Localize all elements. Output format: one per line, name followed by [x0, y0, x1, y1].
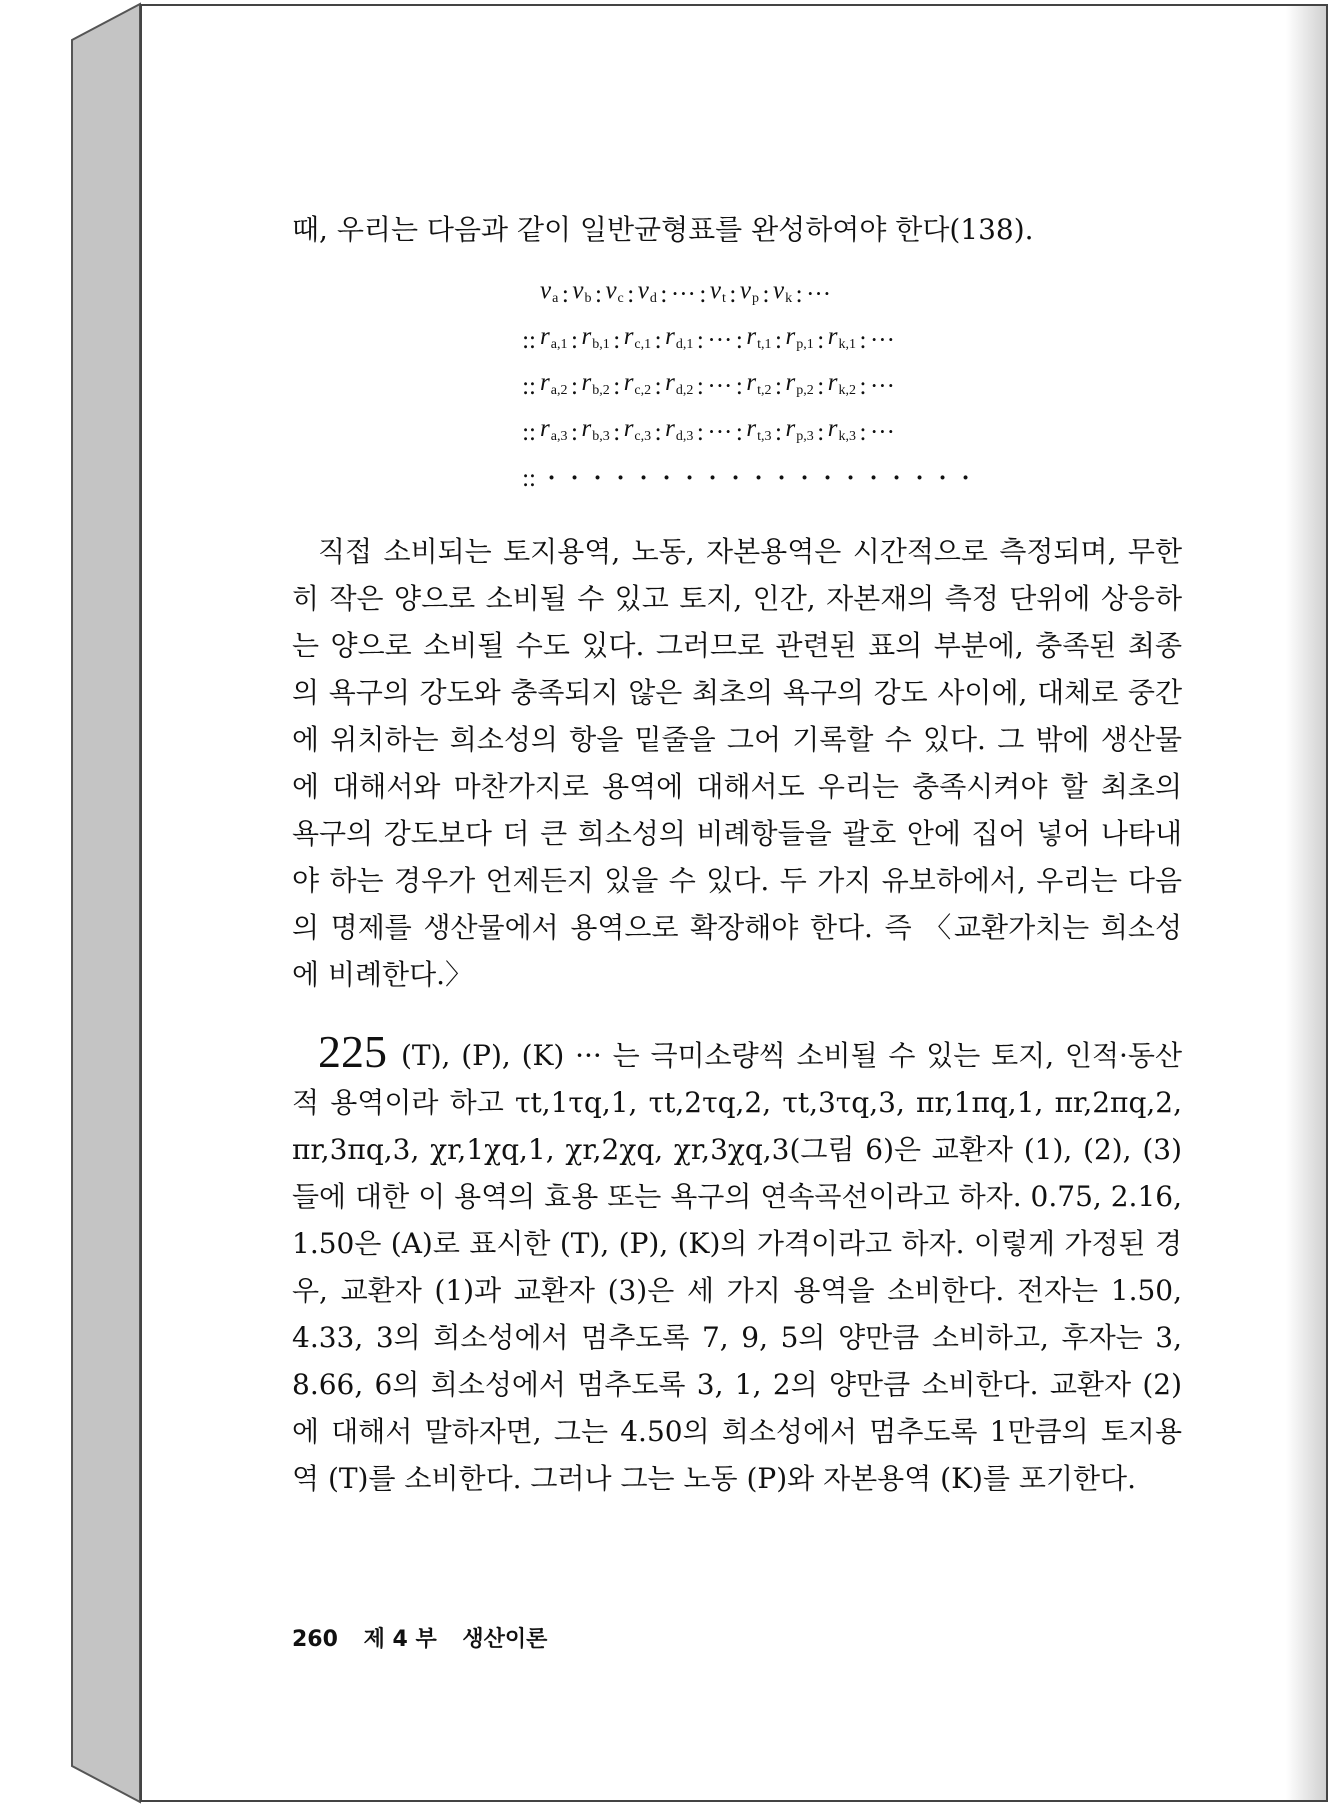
ratio-colon: : — [775, 373, 782, 400]
ratio-colon: : — [627, 281, 635, 308]
page-edge-shadow — [1286, 6, 1326, 1800]
section-number: 225 — [318, 1026, 387, 1077]
row-prefix: :: — [522, 373, 536, 400]
matrix-cell: $r_{d,1}$ — [665, 323, 694, 352]
ratio-colon: : — [762, 281, 770, 308]
ratio-colon: : — [775, 327, 782, 354]
ratio-colon: : — [570, 327, 578, 354]
matrix-cell: $r_{b,3}$ — [581, 415, 610, 444]
ratio-colon: : — [817, 327, 825, 354]
matrix-cell: $r_{k,2}$ — [827, 369, 856, 398]
matrix-cell: $r_{p,1}$ — [785, 323, 814, 352]
ratio-colon: : — [735, 419, 743, 446]
ratio-colon: : — [613, 419, 621, 446]
matrix-row — [492, 410, 1182, 456]
ratio-colon: : — [735, 327, 743, 354]
matrix-cell: ··· — [707, 373, 733, 400]
ratio-colon: : — [570, 373, 578, 400]
matrix-cell: ··· — [670, 281, 696, 308]
matrix-cell: $r_{a,2}$ — [540, 369, 568, 398]
matrix-cell: $r_{p,3}$ — [785, 415, 814, 444]
matrix-cell: $r_{t,3}$ — [746, 415, 772, 444]
ratio-colon: : — [613, 327, 621, 354]
matrix-cell: $r_{b,1}$ — [581, 323, 610, 352]
matrix-cell: $r_{c,1}$ — [623, 323, 652, 352]
ratio-colon: : — [696, 419, 704, 446]
intro-line: 때, 우리는 다음과 같이 일반균형표를 완성하여야 한다(138). — [292, 213, 1034, 246]
matrix-cell: $r_{c,2}$ — [623, 369, 652, 398]
ratio-colon: : — [859, 373, 867, 400]
section-225 — [292, 1028, 1182, 1502]
ratio-colon: : — [775, 419, 782, 446]
part-title: 생산이론 — [462, 1627, 548, 1652]
ratio-colon: : — [795, 281, 803, 308]
matrix-cell: $v_k$ — [772, 277, 793, 306]
ratio-colon: : — [654, 373, 662, 400]
ratio-colon: : — [817, 419, 825, 446]
ratio-colon: : — [660, 281, 668, 308]
matrix-cell: ··· — [869, 327, 895, 354]
matrix-cell: $r_{t,2}$ — [746, 369, 772, 398]
matrix-cell: $r_{k,1}$ — [827, 323, 856, 352]
ratio-colon: : — [699, 281, 707, 308]
matrix-cell: $r_{b,2}$ — [581, 369, 610, 398]
matrix-cell: $v_b$ — [572, 277, 592, 306]
paragraph-body: 직접 소비되는 토지용역, 노동, 자본용역은 시간적으로 측정되며, 무한히 작은 양으로 소비될 수 있고 토지, 인간, 자본재의 측정 단위에 상응하는 양으로 소비될 수도 있다. 그러므로 관련된 표의 부분에, 충족된 최종의 욕구의 강도와 충족되지 않은 최초의 욕구의 강도 사이에, 대체로 중간에 위치하는 희소성의 항을 밑줄을 그어 기록할 수 있다. 그 밖에 생산물에 대해서와 마찬가지로 용역에 대해서도 우리는 충족시켜야 할 최초의 욕구의 강도보다 더 큰 희소성의 비례항들을 괄호 안에 집어 넣어 나타내야 하는 경우가 언제든지 있을 수 있다. 두 가지 유보하에서, 우리는 다음의 명제를 생산물에서 용역으로 확장해야 한다. 즉 〈교환가치는 희소성에 비례한다.〉 — [292, 535, 1182, 991]
matrix-cell: ··· — [707, 327, 733, 354]
ratio-colon: : — [729, 281, 737, 308]
matrix-cell: $v_t$ — [709, 277, 726, 306]
ratio-colon: : — [561, 281, 569, 308]
row-prefix: :: — [522, 419, 536, 446]
ratio-colon: : — [859, 327, 867, 354]
page-number: 260 — [292, 1627, 338, 1652]
matrix-cell: $r_{a,3}$ — [540, 415, 568, 444]
matrix-row-continuation: :: · · · · · · · · · · · · · · · · · · · — [522, 465, 970, 492]
matrix-cell: $r_{t,1}$ — [746, 323, 772, 352]
matrix-cell: $r_{k,3}$ — [827, 415, 856, 444]
matrix-cell: $v_c$ — [605, 277, 624, 306]
matrix-cell: $v_d$ — [637, 277, 657, 306]
page-content — [292, 208, 1182, 1502]
matrix-row — [492, 364, 1182, 410]
section-text: (T), (P), (K) ··· 는 극미소량씩 소비될 수 있는 토지, 인적·동산적 용역이라 하고 τt,1τq,1, τt,2τq,2, τt,3τq,3, πr,1πq,1, πr,2πq,2, πr,3πq,3, χr,1χq,1, χr,2χq, χr,3χq,3(그림 6)은 교환자 (1), (2), (3)들에 대한 이 용역의 효용 또는 욕구의 연속곡선이라고 하자. 0.75, 2.16, 1.50은 (A)로 표시한 (T), (P), (K)의 가격이라고 하자. 이렇게 가정된 경우, 교환자 (1)과 교환자 (3)은 세 가지 용역을 소비한다. 전자는 1.50, 4.33, 3의 희소성에서 멈추도록 7, 9, 5의 양만큼 소비하고, 후자는 3, 8.66, 6의 희소성에서 멈추도록 3, 1, 2의 양만큼 소비한다. 교환자 (2)에 대해서 말하자면, 그는 4.50의 희소성에서 멈추도록 1만큼의 토지용역 (T)를 소비한다. 그러나 그는 노동 (P)와 자본용역 (K)를 포기한다. — [292, 1039, 1182, 1495]
ratio-colon: : — [696, 373, 704, 400]
part-label: 제 4 부 — [363, 1627, 437, 1652]
general-equilibrium-table — [492, 272, 1182, 502]
row-prefix: :: — [522, 327, 536, 354]
matrix-cell: $r_{a,1}$ — [540, 323, 568, 352]
matrix-cell: ··· — [806, 281, 832, 308]
matrix-cell: $r_{p,2}$ — [785, 369, 814, 398]
matrix-cell: $r_{c,3}$ — [623, 415, 652, 444]
matrix-row — [492, 272, 1182, 318]
ratio-colon: : — [613, 373, 621, 400]
ratio-colon: : — [817, 373, 825, 400]
matrix-cell: $r_{d,2}$ — [665, 369, 694, 398]
ratio-colon: : — [696, 327, 704, 354]
ratio-colon: : — [859, 419, 867, 446]
matrix-cell: ··· — [869, 373, 895, 400]
ratio-colon: : — [735, 373, 743, 400]
page-footer — [292, 1622, 565, 1653]
ratio-colon: : — [570, 419, 578, 446]
matrix-cell: ··· — [869, 419, 895, 446]
ratio-colon: : — [654, 419, 662, 446]
ratio-colon: : — [594, 281, 602, 308]
matrix-cell: ··· — [707, 419, 733, 446]
matrix-cell: $r_{d,3}$ — [665, 415, 694, 444]
ratio-colon: : — [654, 327, 662, 354]
matrix-row — [492, 318, 1182, 364]
matrix-cell: $v_p$ — [739, 277, 759, 306]
matrix-cell: $v_a$ — [540, 277, 559, 306]
